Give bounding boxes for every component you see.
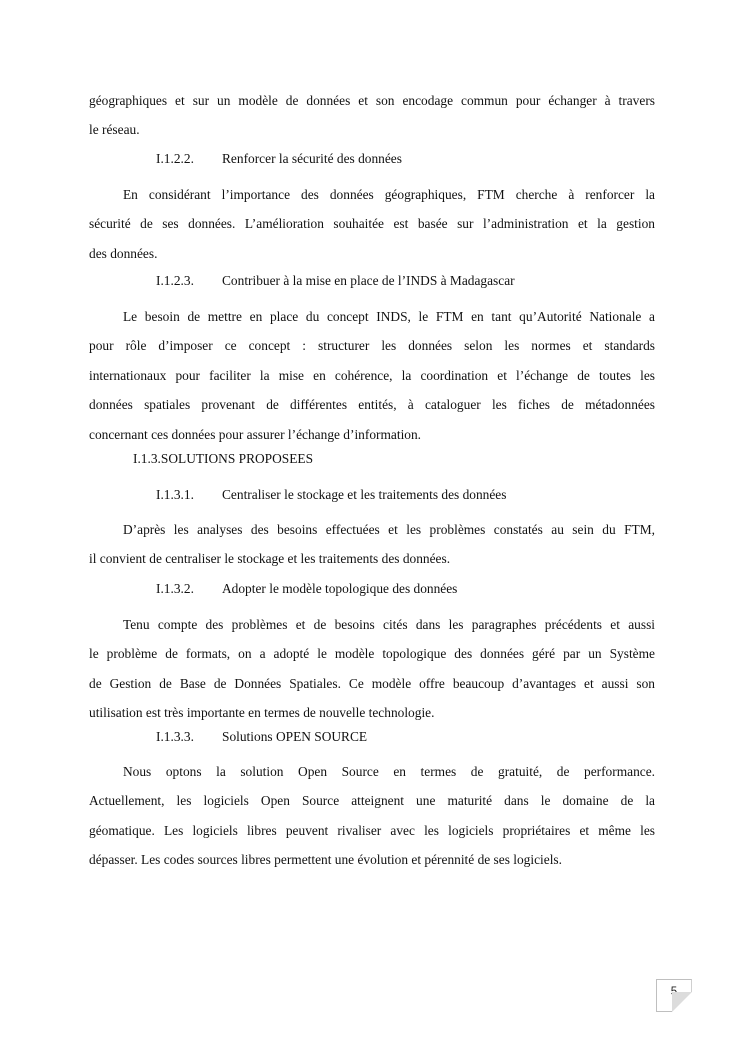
- text-line: le problème de formats, on a adopté le modèle topologique des données géré par un Système: [89, 646, 655, 662]
- text-line: En considérant l’importance des données géographiques, FTM cherche à renforcer la: [123, 187, 655, 202]
- text-line: sécurité de ses données. L’amélioration souhaitée est basée sur l’administration et la gestion: [89, 216, 655, 232]
- text-line: il convient de centraliser le stockage et les traitements des données.: [89, 551, 451, 567]
- heading-1-1-3-3: [156, 728, 367, 746]
- text-line: Actuellement, les logiciels Open Source atteignent une maturité dans le domaine de la: [89, 793, 655, 809]
- heading-1-1-2-3: [156, 272, 515, 290]
- page-number: 5: [670, 986, 678, 998]
- heading-number: I.1.3.1.: [156, 487, 194, 502]
- heading-title: Renforcer la sécurité des données: [222, 151, 402, 166]
- text-line: Le besoin de mettre en place du concept INDS, le FTM en tant qu’Autorité Nationale a: [123, 309, 655, 324]
- text-line: utilisation est très importante en termes de nouvelle technologie.: [89, 705, 435, 721]
- text-line: Tenu compte des problèmes et de besoins cités dans les paragraphes précédents et aussi: [123, 617, 655, 632]
- heading-1-1-3-2: [156, 580, 457, 598]
- heading-number: I.1.3.3.: [156, 729, 194, 744]
- paragraph-securite: [89, 180, 655, 268]
- text-line: D’après les analyses des besoins effectuées et les problèmes constatés au sein du FTM,: [123, 522, 655, 537]
- heading-1-1-3-solutions-proposees: I.1.3.SOLUTIONS PROPOSEES: [133, 451, 314, 466]
- heading-number: I.1.3.2.: [156, 581, 194, 596]
- paragraph-open-source: [89, 757, 655, 875]
- heading-1-1-2-2: [156, 150, 402, 168]
- text-line: pour rôle d’imposer ce concept : structurer les données selon les normes et standards: [89, 338, 655, 354]
- text-line: le réseau.: [89, 122, 140, 138]
- paragraph-centraliser: [89, 515, 655, 574]
- text-line: internationaux pour faciliter la mise en cohérence, la coordination et l’échange de toutes les: [89, 367, 655, 383]
- text-line: Nous optons la solution Open Source en termes de gratuité, de performance.: [123, 764, 655, 779]
- paragraph-inds: [89, 302, 655, 449]
- heading-title: Adopter le modèle topologique des données: [222, 581, 458, 596]
- heading-title: Contribuer à la mise en place de l’INDS à Madagascar: [222, 273, 515, 288]
- text-line: données spatiales provenant de différentes entités, à cataloguer les fiches de métadonnées: [89, 397, 655, 413]
- page-curl-icon: [672, 992, 692, 1012]
- text-line: dépasser. Les codes sources libres permettent une évolution et pérennité de ses logiciels.: [89, 852, 562, 868]
- heading-1-1-3-1: [156, 486, 506, 504]
- page-number-box: [656, 979, 692, 1012]
- heading-number: I.1.2.3.: [156, 273, 194, 288]
- paragraph-intro-continuation: [89, 86, 655, 145]
- text-line: de Gestion de Base de Données Spatiales. Ce modèle offre beaucoup d’avantages et aussi son: [89, 675, 655, 691]
- heading-number: I.1.2.2.: [156, 151, 194, 166]
- text-line: concernant ces données pour assurer l’échange d’information.: [89, 426, 422, 442]
- text-line: des données.: [89, 245, 158, 261]
- text-line: géographiques et sur un modèle de données et son encodage commun pour échanger à travers: [89, 93, 655, 108]
- heading-title: Centraliser le stockage et les traitements des données: [222, 487, 507, 502]
- text-line: géomatique. Les logiciels libres peuvent rivaliser avec les logiciels propriétaires et même les: [89, 822, 655, 838]
- paragraph-topologique: [89, 610, 655, 728]
- heading-title: Solutions OPEN SOURCE: [222, 729, 368, 744]
